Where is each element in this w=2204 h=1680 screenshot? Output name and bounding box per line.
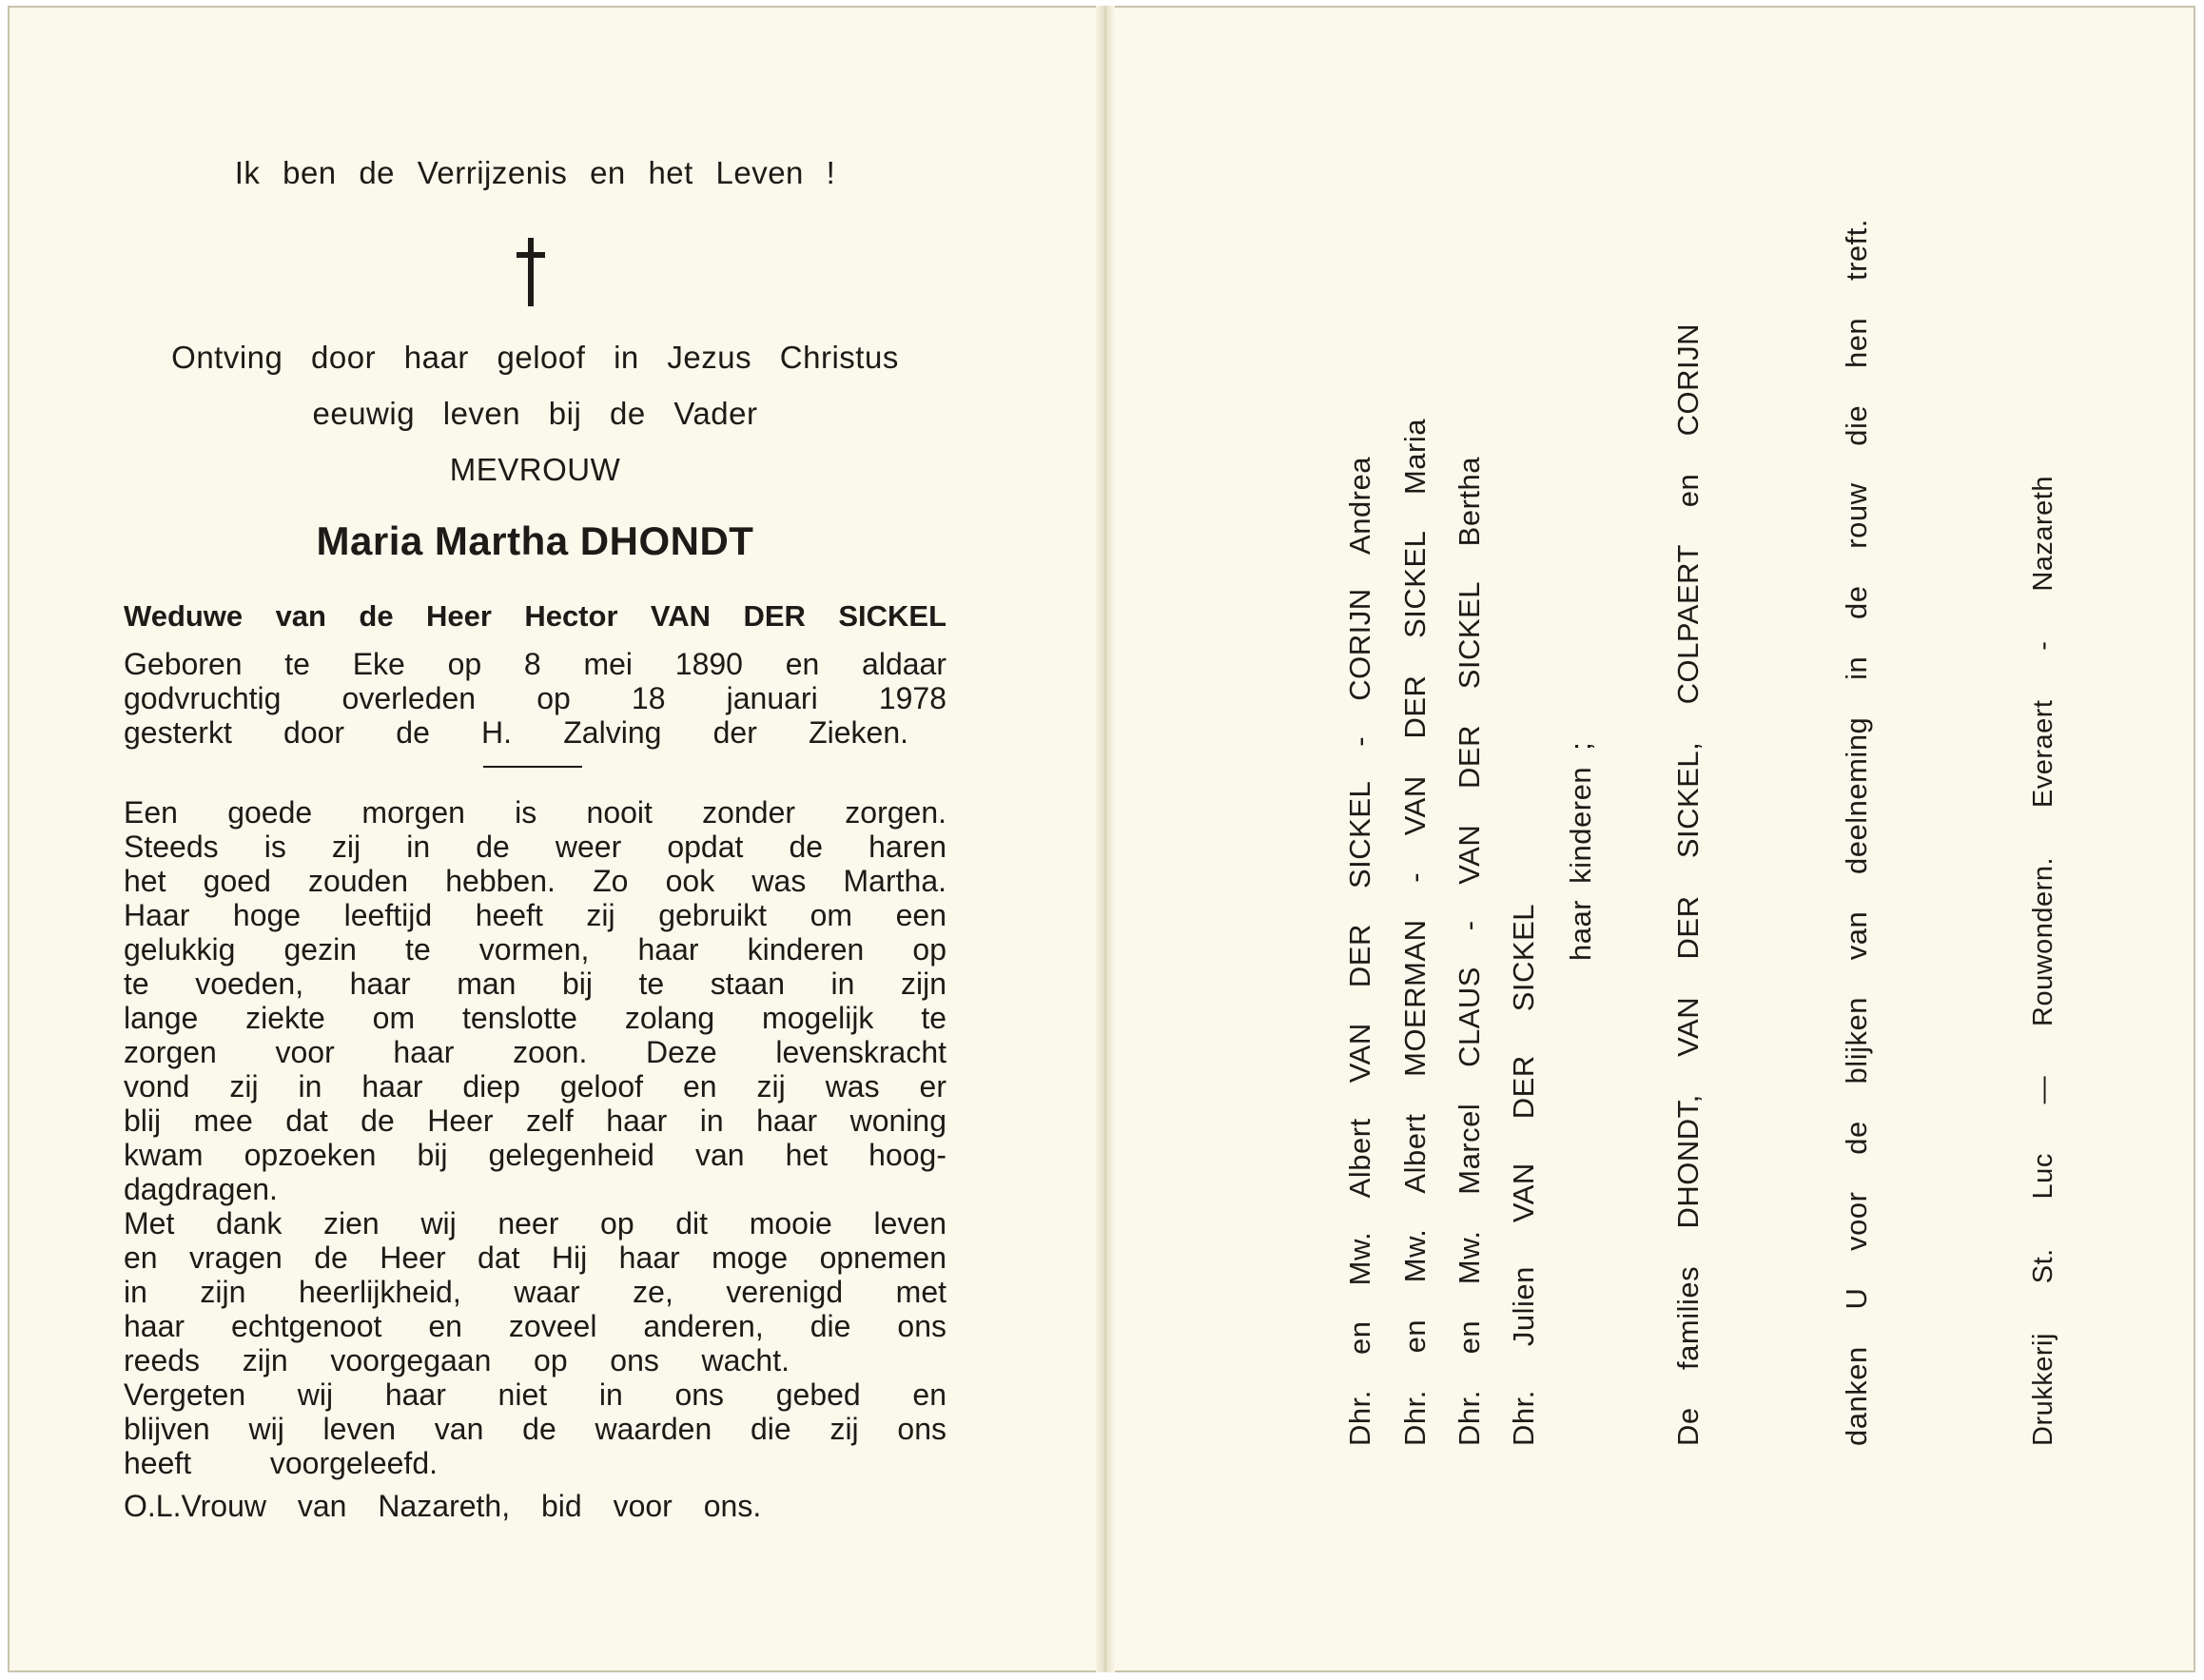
family-line: Dhr. en Mw. Albert MOERMAN - VAN DER SICKEL Maria [1398,419,1432,1446]
families-line: De families DHONDT, VAN DER SICKEL, COLPAERT en CORIJN [1671,323,1705,1446]
family-line: Dhr. Julien VAN DER SICKEL [1507,904,1540,1446]
text-line: Met dank zien wij neer op dit mooie leven [124,1206,946,1240]
family-line: Dhr. en Mw. Albert VAN DER SICKEL - CORIJN Andrea [1343,457,1376,1446]
life-line: godvruchtig overleden op 18 januari 1978 [124,681,946,715]
text-line: Vergeten wij haar niet in ons gebed en [124,1377,946,1412]
life-line: Geboren te Eke op 8 mei 1890 en aldaar [124,647,946,681]
verse: Ik ben de Verrijzenis en het Leven ! [234,155,836,190]
announcement-line-2: eeuwig leven bij de Vader [312,396,758,431]
printer-credit: Drukkerij St. Luc — Rouwondern. Everaert - Nazareth [2028,476,2058,1446]
thanks-line: danken U voor de blijken van deelneming in de rouw die hen treft. [1840,219,1873,1446]
text-line: en vragen de Heer dat Hij haar moge opnemen [124,1240,946,1275]
text-line: gelukkig gezin te vormen, haar kinderen op [124,932,946,967]
text-line: blijven wij leven van de waarden die zij ons [124,1412,946,1446]
announcement-line-1: Ontving door haar geloof in Jezus Christus [171,340,899,375]
text-line: reeds zijn voorgegaan op ons wacht. [124,1343,790,1377]
text-line: heeft voorgeleefd. [124,1446,438,1480]
text-line: Steeds is zij in de weer opdat de haren [124,830,946,864]
children-label: haar kinderen ; [1564,741,1597,961]
text-line: te voeden, haar man bij te staan in zijn [124,967,946,1001]
deceased-name: Maria Martha DHONDT [316,518,754,563]
text-line: het goed zouden hebben. Zo ook was Martha. [124,864,946,898]
widow-line: Weduwe van de Heer Hector VAN DER SICKEL [124,599,946,633]
text-line: zorgen voor haar zoon. Deze levenskracht [124,1035,946,1069]
cross-icon [517,238,545,306]
text-line: Haar hoge leeftijd heeft zij gebruikt om een [124,898,946,932]
text-line: kwam opzoeken bij gelegenheid van het hoog- [124,1138,946,1172]
text-line: vond zij in haar diep geloof en zij was er [124,1069,946,1104]
text-line: dagdragen. [124,1172,278,1206]
text-line: blij mee dat de Heer zelf haar in haar woning [124,1104,946,1138]
closing-prayer: O.L.Vrouw van Nazareth, bid voor ons. [124,1489,762,1523]
text-line: Een goede morgen is nooit zonder zorgen. [124,795,946,830]
right-panel [1115,0,2204,1680]
divider [483,766,582,768]
family-line: Dhr. en Mw. Marcel CLAUS - VAN DER SICKEL Bertha [1453,457,1486,1446]
text-line: haar echtgenoot en zoveel anderen, die ons [124,1309,946,1343]
life-line: gesterkt door de H. Zalving der Zieken. [124,715,908,750]
text-line: in zijn heerlijkheid, waar ze, verenigd met [124,1275,946,1309]
text-line: lange ziekte om tenslotte zolang mogelijk te [124,1001,946,1035]
title-prefix: MEVROUW [449,452,621,487]
